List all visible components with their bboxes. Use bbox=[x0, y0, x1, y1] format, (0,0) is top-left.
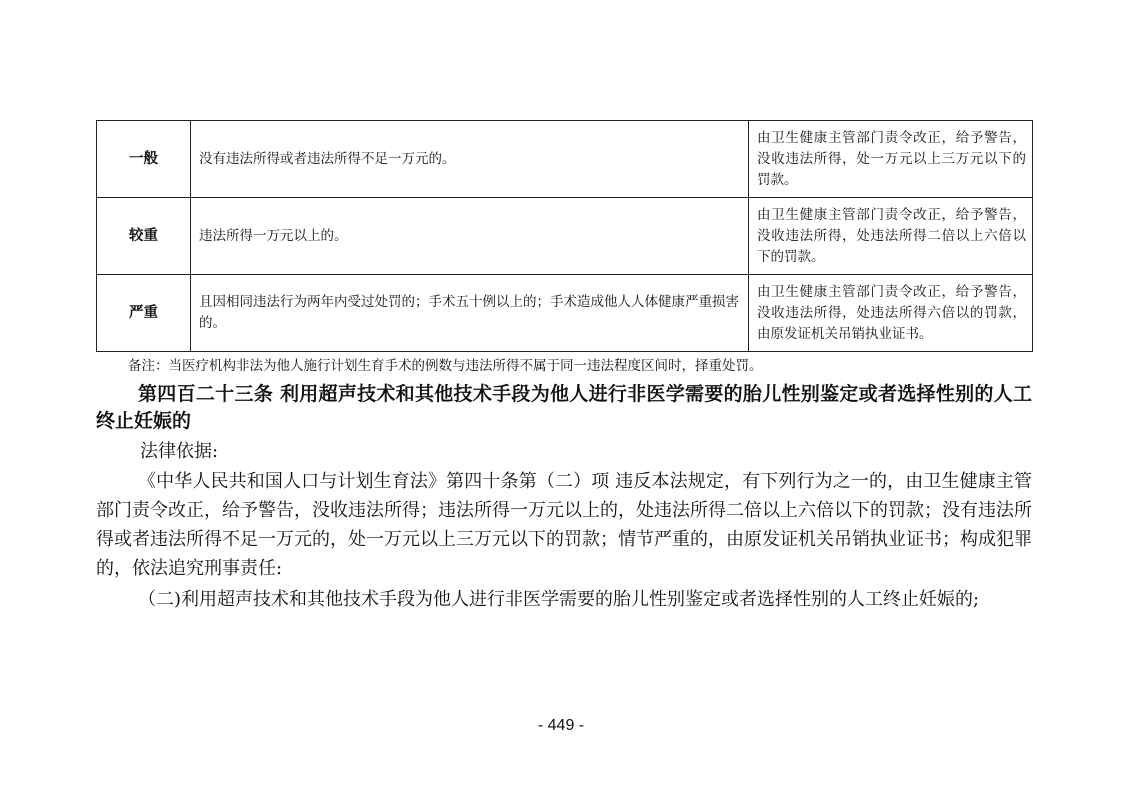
level-cell: 一般 bbox=[97, 121, 191, 198]
penalty-cell: 由卫生健康主管部门责令改正，给予警告，没收违法所得，处违法所得二倍以上六倍以下的罚款。 bbox=[749, 198, 1033, 275]
law-text-paragraph: 《中华人民共和国人口与计划生育法》第四十条第（二）项 违反本法规定，有下列行为之一的，由卫生健康主管部门责令改正，给予警告，没收违法所得；违法所得一万元以上的，处违法所得二倍以上六倍以下的罚款；没有违法所得或者违法所得不足一万元的，处一万元以上三万元以下的罚款；情节严重的，由原发证机关吊销执业证书；构成犯罪的，依法追究刑事责任: bbox=[96, 471, 1032, 579]
level-cell: 较重 bbox=[97, 198, 191, 275]
table-note: 备注：当医疗机构非法为他人施行计划生育手术的例数与违法所得不属于同一违法程度区间时，择重处罚。 bbox=[128, 358, 763, 374]
penalty-table bbox=[96, 120, 1033, 352]
article-title: 第四百二十三条 利用超声技术和其他技术手段为他人进行非医学需要的胎儿性别鉴定或者选择性别的人工终止妊娠的 bbox=[96, 383, 1032, 432]
condition-cell: 违法所得一万元以上的。 bbox=[191, 198, 749, 275]
condition-cell: 没有违法所得或者违法所得不足一万元的。 bbox=[191, 121, 749, 198]
level-cell: 严重 bbox=[97, 275, 191, 352]
page-number: - 449 - bbox=[537, 717, 585, 734]
table-row bbox=[97, 275, 1033, 352]
legal-basis-label: 法律依据: bbox=[140, 441, 219, 462]
penalty-cell: 由卫生健康主管部门责令改正，给予警告，没收违法所得，处一万元以上三万元以下的罚款。 bbox=[749, 121, 1033, 198]
law-item-paragraph: （二)利用超声技术和其他技术手段为他人进行非医学需要的胎儿性别鉴定或者选择性别的人工终止妊娠的; bbox=[138, 589, 980, 610]
condition-cell: 且因相同违法行为两年内受过处罚的；手术五十例以上的；手术造成他人人体健康严重损害的。 bbox=[191, 275, 749, 352]
table-row bbox=[97, 198, 1033, 275]
penalty-cell: 由卫生健康主管部门责令改正，给予警告，没收违法所得，处违法所得六倍以的罚款，由原发证机关吊销执业证书。 bbox=[749, 275, 1033, 352]
table-row bbox=[97, 121, 1033, 198]
